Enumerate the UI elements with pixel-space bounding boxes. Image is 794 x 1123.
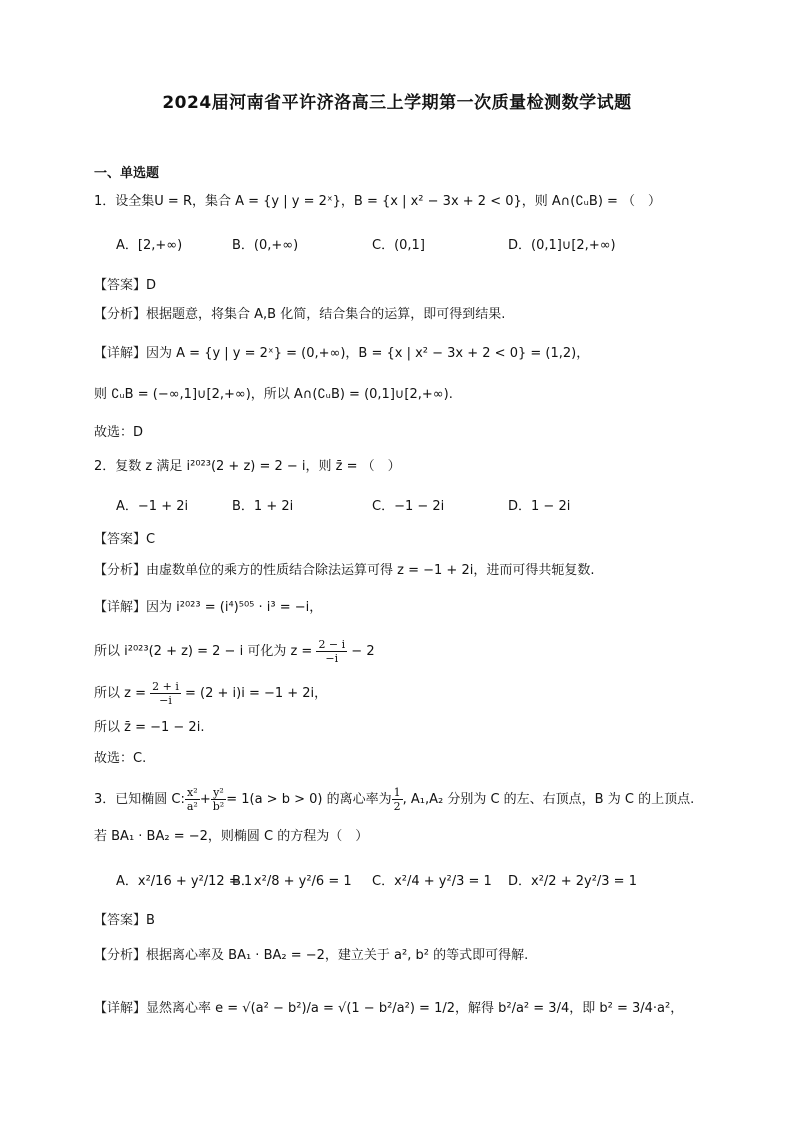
q3-stem-mid: = 1(a > b > 0) 的离心率为 [226, 792, 392, 807]
q2-detail-3-fraction [150, 680, 181, 707]
section-heading: 一、单选题 [94, 166, 160, 181]
q2-detail-2-tail: − 2 [347, 644, 375, 659]
q3-option-a: A．x²/16 + y²/12 = 1 [116, 874, 253, 889]
q1-answer-line [94, 276, 156, 296]
q2-detail-3-tail: = (2 + i)i = −1 + 2i， [180, 686, 328, 701]
q2-conclusion: 故选：C. [94, 751, 147, 766]
q2-detail-line-1 [94, 598, 322, 618]
q1-detail-1: 因为 A = {y | y = 2ˣ} = (0,+∞)，B = {x | x² − 3x + 2 < 0} = (1,2)， [146, 346, 590, 361]
q2-detail-3-lead: 所以 z = [94, 686, 151, 701]
q2-stem: 2．复数 z 满足 i²⁰²³(2 + z) = 2 − i，则 z̄ = （ ） [94, 459, 401, 474]
q2-option-b: B．1 + 2i [232, 499, 294, 514]
detail-label: 【详解】 [94, 346, 147, 361]
denominator: −i [159, 694, 172, 707]
q3-detail: 显然离心率 e = √(a² − b²)/a = √(1 − b²/a²) = 1/2，解得 b²/a² = 3/4，即 b² = 3/4·a²， [146, 1001, 684, 1016]
q1-conclusion: 故选：D [94, 425, 144, 440]
q1-answer: D [146, 278, 157, 293]
q1-stem: 1．设全集U = R，集合 A = {y | y = 2ˣ}，B = {x | x² − 3x + 2 < 0}，则 A∩(∁ᵤB) = （ ） [94, 194, 662, 209]
q2-analysis: 由虚数单位的乘方的性质结合除法运算可得 z = −1 + 2i，进而可得共轭复数. [146, 563, 595, 578]
q2-answer-line [94, 530, 155, 550]
q2-detail-3 [94, 680, 327, 707]
analysis-label: 【分析】 [94, 563, 147, 578]
q3-analysis-line [94, 946, 528, 966]
q3-answer-line [94, 911, 155, 931]
q3-analysis: 根据离心率及 BA₁ · BA₂ = −2，建立关于 a², b² 的等式即可得解. [146, 948, 529, 963]
q3-stem: 3．已知椭圆 C: $\frac{\text{x²}}{\text{a²}}$ + $\frac{\text{y²}}{\text{b²}}$ = 1(a > b > 0) 的离心率为 $\frac{1}{2}$ , A₁,A₂ 分别为 C 的左、右顶点，B 为 C 的上顶点. [94, 786, 695, 813]
q3-option-c: C．x²/4 + y²/3 = 1 [372, 874, 492, 889]
q1-option-d: D．(0,1]∪[2,+∞) [508, 238, 616, 253]
numerator: 1 [393, 786, 401, 799]
q2-option-a: A．−1 + 2i [116, 499, 189, 514]
q3-stem-lead: 3．已知椭圆 C: [94, 792, 185, 807]
page-title: 2024届河南省平许济洛高三上学期第一次质量检测数学试题 [162, 93, 632, 113]
q1-detail-line-1 [94, 344, 589, 364]
numerator: 2 + i [152, 680, 179, 693]
denominator: −i [325, 652, 339, 665]
q2-detail-2-fraction [316, 638, 347, 665]
q1-analysis: 根据题意，将集合 A,B 化简，结合集合的运算，即可得到结果. [146, 307, 506, 322]
denominator: 2 [393, 800, 401, 813]
q3-x-term: $\frac{\text{x²}}{\text{a²}}$ [186, 786, 198, 813]
q1-detail-2: 则 ∁ᵤB = (−∞,1]∪[2,+∞)，所以 A∩(∁ᵤB) = (0,1]∪[2,+∞). [94, 387, 453, 402]
q3-answer: B [146, 913, 155, 928]
q3-stem-tail: , A₁,A₂ 分别为 C 的左、右顶点，B 为 C 的上顶点. [402, 792, 695, 807]
q3-y-term: $\frac{\text{y²}}{\text{b²}}$ [212, 786, 225, 813]
answer-label: 【答案】 [94, 278, 147, 293]
detail-label: 【详解】 [94, 1001, 147, 1016]
q2-answer: C [146, 532, 156, 547]
q3-option-b: B．x²/8 + y²/6 = 1 [232, 874, 352, 889]
q3-stem-2: 若 BA₁ · BA₂ = −2，则椭圆 C 的方程为（ ） [94, 829, 369, 844]
q1-analysis-line [94, 305, 505, 325]
q2-detail-4: 所以 z̄ = −1 − 2i. [94, 720, 205, 735]
q2-option-c: C．−1 − 2i [372, 499, 445, 514]
answer-label: 【答案】 [94, 532, 147, 547]
analysis-label: 【分析】 [94, 948, 147, 963]
numerator: 2 − i [318, 638, 346, 651]
q2-analysis-line [94, 561, 594, 581]
q3-option-d: D．x²/2 + 2y²/3 = 1 [508, 874, 637, 889]
answer-label: 【答案】 [94, 913, 147, 928]
q3-detail-line [94, 999, 683, 1019]
q1-option-a: A．[2,+∞) [116, 238, 183, 253]
q2-detail-2-lead: 所以 i²⁰²³(2 + z) = 2 − i 可化为 z = [94, 644, 317, 659]
q2-detail-1: 因为 i²⁰²³ = (i⁴)⁵⁰⁵ · i³ = −i， [146, 600, 323, 615]
q3-eccentricity-fraction [392, 786, 403, 813]
q2-detail-2 [94, 638, 375, 665]
detail-label: 【详解】 [94, 600, 147, 615]
analysis-label: 【分析】 [94, 307, 147, 322]
q2-option-d: D．1 − 2i [508, 499, 571, 514]
q1-option-b: B．(0,+∞) [232, 238, 299, 253]
q1-option-c: C．(0,1] [372, 238, 425, 253]
